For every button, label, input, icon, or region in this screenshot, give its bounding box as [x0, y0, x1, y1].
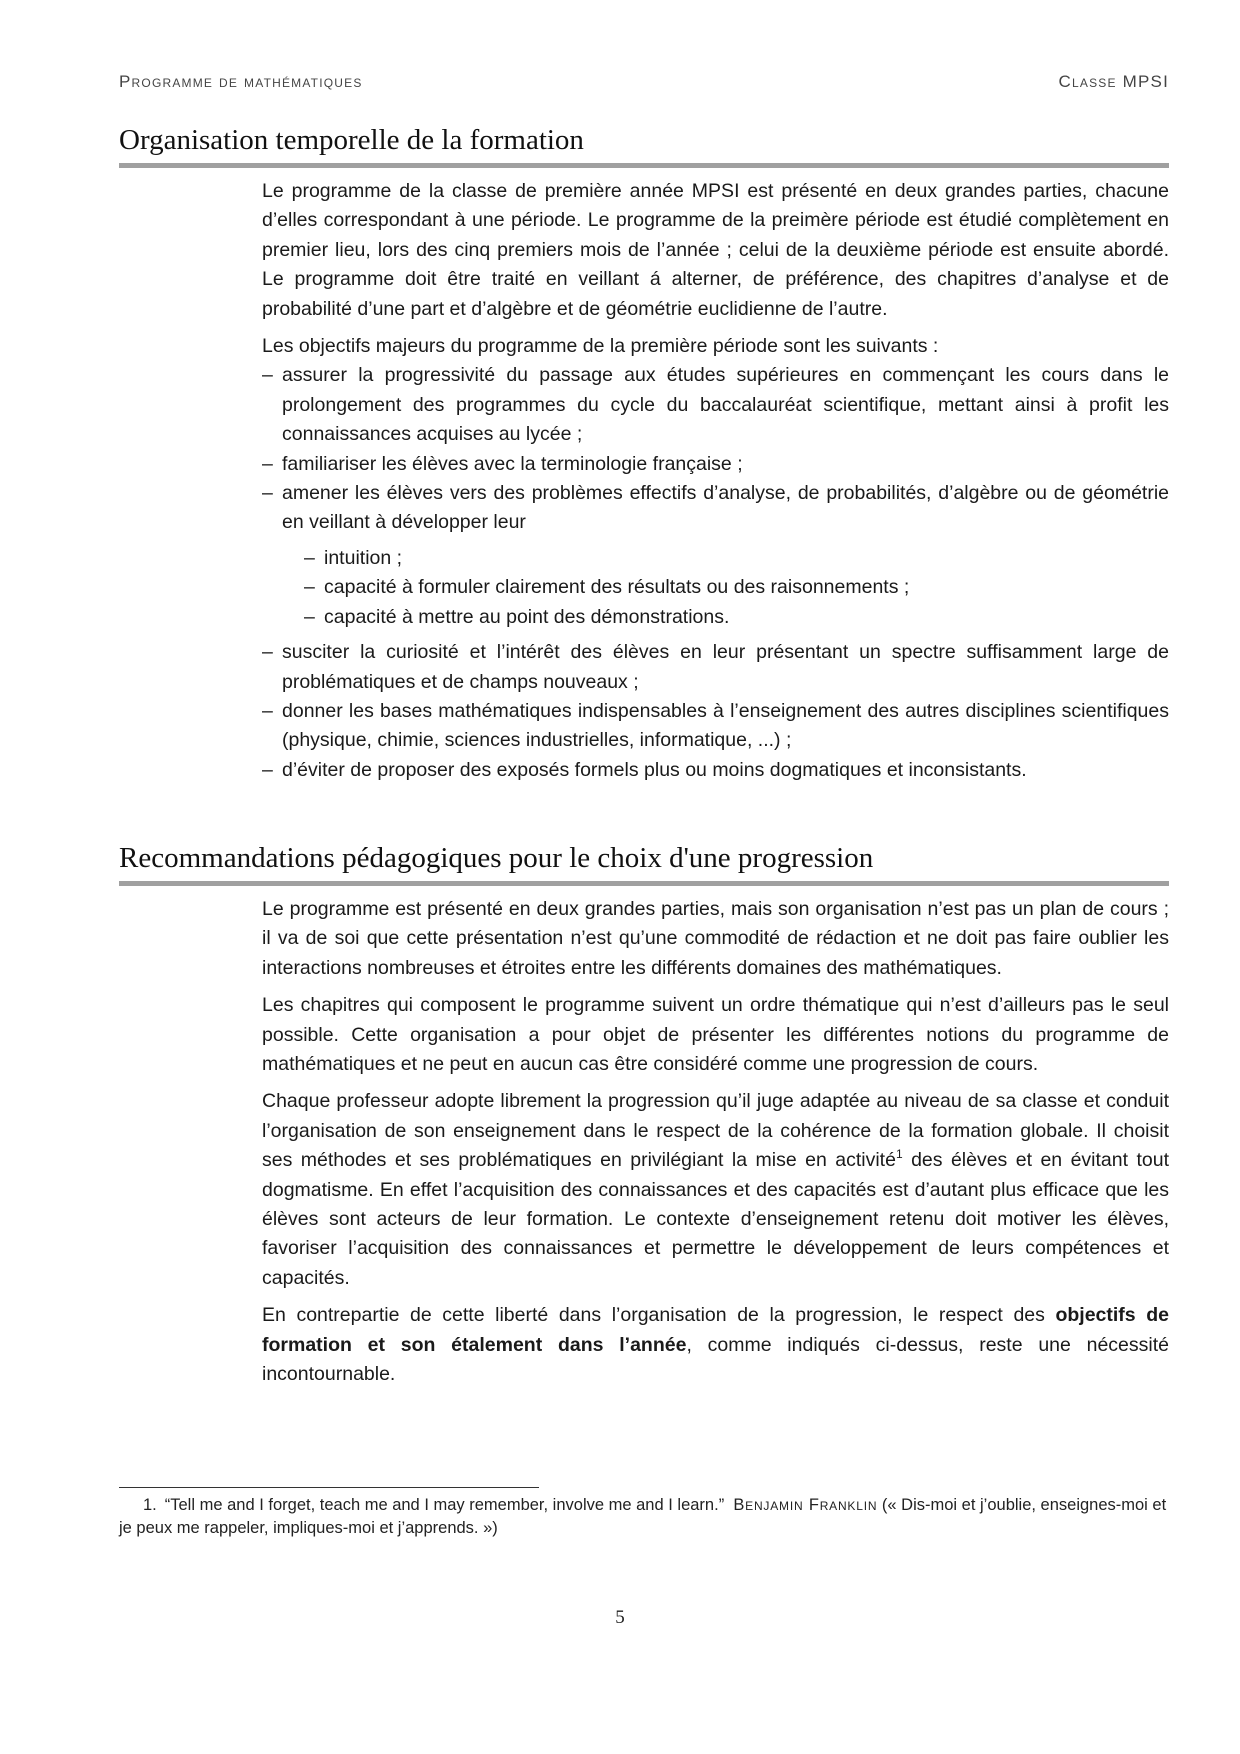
list-item: – susciter la curiosité et l’intérêt des élèves en leur présentant un spectre suffisamment large de problématiques et de champs nouveaux ; — [262, 638, 1169, 697]
list-item-text: amener les élèves vers des problèmes effectifs d’analyse, de probabilités, d’algèbre ou de géométrie en veillant à développer leur — [282, 482, 1169, 534]
section-organisation-body — [262, 177, 1169, 785]
objectives-intro: Les objectifs majeurs du programme de la première période sont les suivants : — [262, 335, 939, 358]
paragraph-text: des élèves et en évitant tout dogmatisme. En effet l’acquisition des connaissances et des capacités est d’autant plus efficace que les élèves sont acteurs de leur formation. Le contexte d’enseignement retenu doit motiver les élèves, favoriser l’acquisition des connaissances et permettre le développement de leurs compétences et capacités. — [262, 1149, 1169, 1289]
list-item — [262, 479, 1169, 632]
list-item: – capacité à mettre au point des démonstrations. — [304, 603, 1169, 632]
footnote-reference[interactable]: 1 — [895, 1147, 903, 1162]
paragraph — [262, 1301, 1169, 1389]
paragraph-text: , comme indiqués ci-dessus, reste une nécessité incontournable. — [262, 1333, 1169, 1386]
list-item: – familiariser les élèves avec la terminologie française ; — [262, 450, 1169, 479]
section-recommandations-body — [262, 895, 1169, 1398]
list-item: – assurer la progressivité du passage aux études supérieures en commençant les cours dans le prolongement des programmes du cycle du baccalauréat scientifique, mettant ainsi à profit les connaissances acquises au lycée ; — [262, 361, 1169, 449]
emphasis-text: objectifs de formation et son étalement dans l’année — [262, 1304, 1169, 1356]
section-title-recommandations: Recommandations pédagogiques pour le choix d'une progression — [119, 842, 874, 874]
footnote-quote: “Tell me and I forget, teach me and I may remember, involve me and I learn.” — [164, 1496, 725, 1514]
list-item: – capacité à formuler clairement des résultats ou des raisonnements ; — [304, 573, 1169, 602]
running-head-right: Classe MPSI — [1058, 72, 1169, 91]
paragraph-text: Chaque professeur adopte librement la progression qu’il juge adaptée au niveau de sa classe et conduit l’organisation de son enseignement dans le respect de la cohérence de la formation globale. Il choisit ses méthodes et ses problématiques en privilégiant la mise en activité — [262, 1090, 1169, 1172]
footnote-number: 1. — [143, 1496, 157, 1514]
footnote-rule — [119, 1487, 539, 1488]
list-item: – d’éviter de proposer des exposés formels plus ou moins dogmatiques et inconsistants. — [262, 756, 1169, 785]
objectives-list — [262, 361, 1169, 785]
running-head — [119, 72, 1169, 92]
paragraph-text: En contrepartie de cette liberté dans l’organisation de la progression, le respect des — [262, 1304, 1056, 1327]
section-rule — [119, 163, 1169, 168]
list-item: – intuition ; — [304, 544, 1169, 573]
paragraph: Les chapitres qui composent le programme suivent un ordre thématique qui n’est d’ailleurs pas le seul possible. Cette organisation a pour objet de présenter les différentes notions du programme de mathématiques et ne peut en aucun cas être considéré comme une progression de cours. — [262, 994, 1169, 1076]
footnote — [119, 1494, 1169, 1540]
footnote-translation: (« Dis-moi et j’oublie, enseignes-moi et je peux me rappeler, impliques-moi et j’apprends. ») — [119, 1496, 1167, 1537]
section-rule — [119, 881, 1169, 886]
sub-objectives-list — [304, 544, 1169, 632]
section-title-organisation: Organisation temporelle de la formation — [119, 124, 584, 156]
page-number: 5 — [615, 1607, 625, 1628]
paragraph: Le programme est présenté en deux grandes parties, mais son organisation n’est pas un plan de cours ; il va de soi que cette présentation n’est qu’une commodité de rédaction et ne doit pas faire oublier les interactions nombreuses et étroites entre les différents domaines des mathématiques. — [262, 898, 1169, 979]
paragraph: Le programme de la classe de première année MPSI est présenté en deux grandes parties, chacune d’elles correspondant à une période. Le programme de la preimère période est étudié complètement en premier lieu, lors des cinq premiers mois de l’année ; celui de la deuxième période est ensuite abordé. Le programme doit être traité en veillant á alterner, de préférence, des chapitres d’analyse et de probabilité d’une part et d’algèbre et de géométrie euclidienne de l’autre. — [262, 180, 1169, 320]
running-head-left: Programme de mathématiques — [119, 72, 363, 91]
list-item: – donner les bases mathématiques indispensables à l’enseignement des autres disciplines scientifiques (physique, chimie, sciences industrielles, informatique, ...) ; — [262, 697, 1169, 756]
paragraph — [262, 1087, 1169, 1293]
footnote-author: Benjamin Franklin — [733, 1496, 878, 1514]
